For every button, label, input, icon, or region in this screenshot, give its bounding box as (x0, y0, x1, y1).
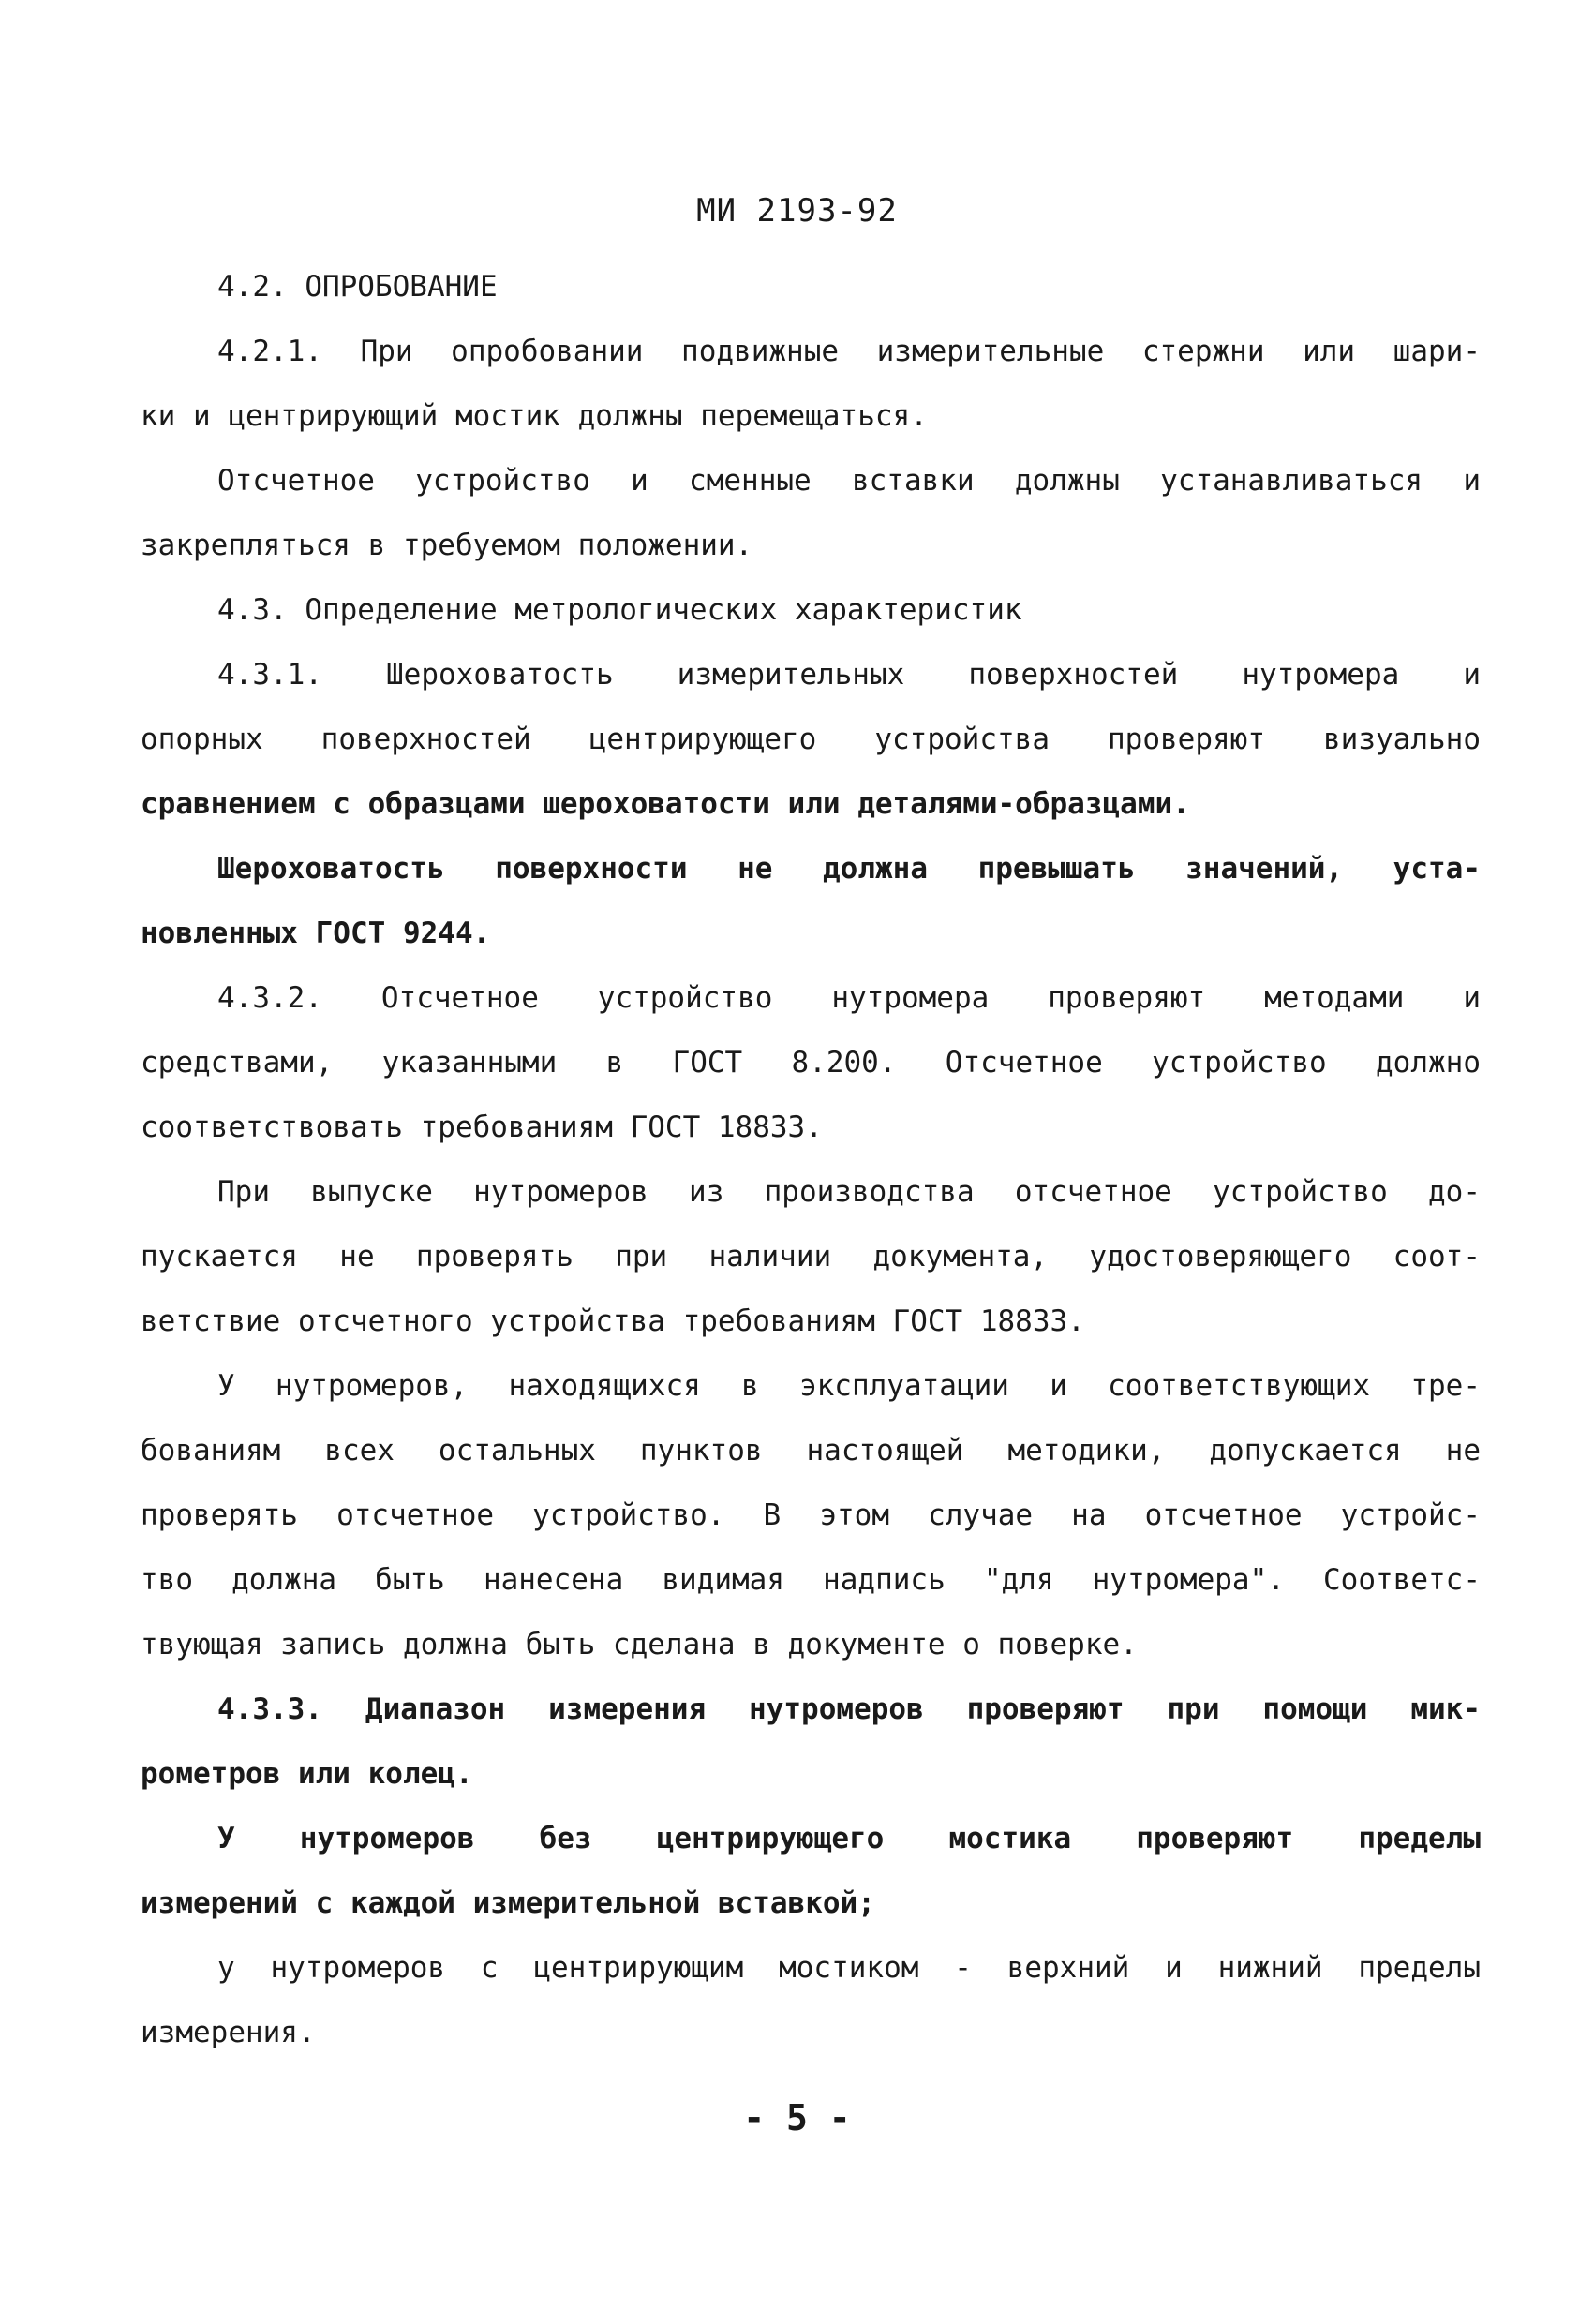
paragraph-line: проверять отсчетное устройство. В этом случае на отсчетное устройс- (141, 1498, 1481, 1532)
paragraph-line: соответствовать требованиям ГОСТ 18833. (141, 1110, 823, 1144)
paragraph-line: у нутромеров с центрирующим мостиком - верхний и нижний пределы (217, 1951, 1481, 1985)
paragraph-line: 4.3.1. Шероховатость измерительных поверхностей нутромера и (217, 658, 1481, 692)
paragraph-line: сравнением с образцами шероховатости или деталями-образцами. (141, 787, 1190, 821)
paragraph-line: новленных ГОСТ 9244. (141, 916, 491, 950)
paragraph-line: пускается не проверять при наличии документа, удостоверяющего соот- (141, 1240, 1481, 1274)
paragraph-line: измерений с каждой измерительной вставкой; (141, 1886, 875, 1920)
paragraph-line: рометров или колец. (141, 1757, 473, 1791)
paragraph-line: измерения. (141, 2016, 316, 2049)
paragraph-line: У нутромеров без центрирующего мостика проверяют пределы (217, 1822, 1481, 1855)
paragraph-line: 4.3.3. Диапазон измерения нутромеров проверяют при помощи мик- (217, 1692, 1481, 1726)
paragraph-line: опорных поверхностей центрирующего устройства проверяют визуально (141, 723, 1481, 756)
paragraph-line: Отсчетное устройство и сменные вставки должны устанавливаться и (217, 464, 1481, 498)
paragraph-line: ветствие отсчетного устройства требованиям ГОСТ 18833. (141, 1304, 1085, 1338)
page-number: - 5 - (743, 2097, 851, 2138)
subsection-heading: 4.3. Определение метрологических характеристик (217, 593, 1022, 627)
section-heading: 4.2. ОПРОБОВАНИЕ (217, 270, 498, 304)
paragraph-line: твующая запись должна быть сделана в документе о поверке. (141, 1628, 1138, 1661)
paragraph-line: закрепляться в требуемом положении. (141, 529, 753, 562)
paragraph-line: Шероховатость поверхности не должна превышать значений, уста- (217, 852, 1481, 886)
paragraph-line: 4.2.1. При опробовании подвижные измерительные стержни или шари- (217, 335, 1481, 368)
paragraph-line: бованиям всех остальных пунктов настоящей методики, допускается не (141, 1434, 1481, 1467)
document-body (141, 255, 1481, 2065)
document-code: МИ 2193-92 (696, 192, 898, 230)
paragraph-line: У нутромеров, находящихся в эксплуатации и соответствующих тре- (217, 1369, 1481, 1403)
paragraph-line: тво должна быть нанесена видимая надпись "для нутромера". Соответс- (141, 1563, 1481, 1597)
paragraph-line: 4.3.2. Отсчетное устройство нутромера проверяют методами и (217, 981, 1481, 1015)
paragraph-line: При выпуске нутромеров из производства отсчетное устройство до- (217, 1175, 1481, 1209)
paragraph-line: ки и центрирующий мостик должны перемещаться. (141, 399, 928, 433)
paragraph-line: средствами, указанными в ГОСТ 8.200. Отсчетное устройство должно (141, 1046, 1481, 1080)
